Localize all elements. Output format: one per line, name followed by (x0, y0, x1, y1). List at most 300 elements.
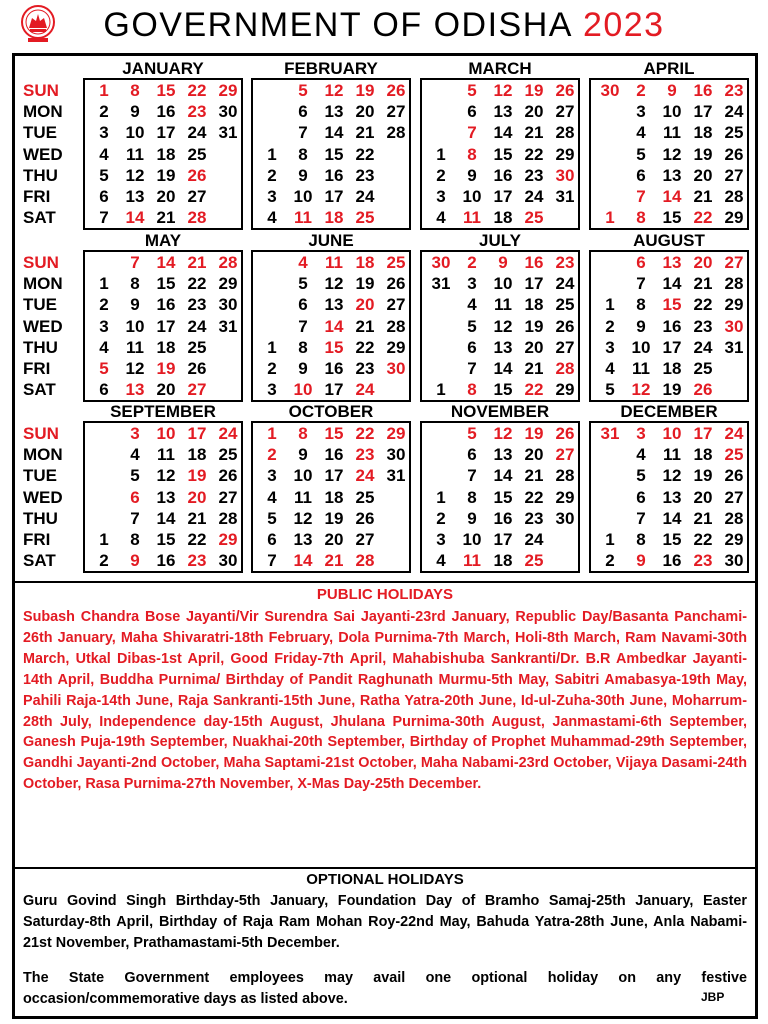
date-cell: 13 (493, 102, 513, 122)
date-cell: 1 (436, 380, 446, 400)
date-cell: 15 (156, 81, 176, 100)
title-text: GOVERNMENT OF ODISHA (103, 6, 573, 44)
date-cell: 26 (555, 424, 575, 443)
date-cell: 11 (632, 359, 650, 378)
date-cell: 4 (436, 551, 446, 571)
date-cell: 13 (293, 530, 313, 549)
date-cell: 12 (293, 508, 313, 528)
date-cell: 18 (324, 487, 344, 507)
date-cell: 9 (636, 316, 646, 336)
date-cell: 6 (467, 337, 477, 357)
date-cell: 16 (324, 165, 344, 185)
date-cell: 31 (600, 424, 620, 443)
date-cell: 28 (187, 208, 207, 228)
date-cell: 27 (386, 295, 406, 315)
date-cell: 23 (693, 316, 713, 336)
date-cell: 13 (324, 102, 344, 122)
optional-holidays-text: Guru Govind Singh Birthday-5th January, Foundation Day of Bramho Samaj-25th January, Easter Saturday-8th April, Birthday of Raja Ram Mohan Roy-22nd May, Bahuda Yatra-28th June, Anla Nabami-21st November, Prathamastami-5th December. (23, 893, 747, 951)
date-cell: 18 (156, 144, 176, 164)
date-cell: 25 (693, 359, 713, 378)
date-cell: 23 (555, 253, 575, 272)
date-cell: 5 (467, 424, 477, 443)
date-cell: 19 (156, 359, 176, 378)
date-cell: 17 (156, 316, 176, 336)
date-cell: 24 (355, 380, 375, 400)
date-cell: 3 (636, 102, 646, 122)
date-cell: 15 (662, 530, 682, 549)
date-cell: 19 (324, 508, 344, 528)
date-cell: 27 (724, 165, 744, 185)
date-cell: 12 (493, 81, 513, 100)
date-cell: 6 (99, 187, 109, 206)
date-cell: 3 (267, 380, 277, 400)
date-cell: 17 (693, 102, 713, 122)
divider (15, 867, 755, 869)
date-cell: 2 (467, 253, 477, 272)
date-cell: 2 (267, 445, 277, 465)
date-cell: 9 (498, 253, 508, 272)
date-cell: 21 (693, 187, 713, 206)
date-cell: 28 (386, 316, 406, 336)
date-cell: 10 (125, 316, 145, 336)
date-cell: 5 (636, 466, 646, 486)
date-cell: 11 (294, 208, 312, 228)
date-cell: 25 (355, 208, 375, 228)
date-cell: 24 (355, 466, 375, 486)
date-cell: 10 (662, 424, 682, 443)
date-cell: 25 (187, 144, 207, 164)
date-cell: 19 (187, 466, 207, 486)
date-cell: 10 (493, 274, 513, 294)
date-cell: 18 (187, 445, 207, 465)
date-cell: 31 (431, 274, 451, 294)
date-cell: 28 (555, 359, 575, 378)
public-holidays-title: PUBLIC HOLIDAYS (316, 586, 454, 603)
date-cell: 12 (493, 424, 513, 443)
date-cell: 11 (494, 295, 512, 315)
calendar-frame (12, 53, 758, 1019)
weekday-label-thu: THU (23, 337, 58, 357)
date-cell: 23 (187, 551, 207, 571)
date-cell: 30 (218, 295, 238, 315)
date-cell: 3 (130, 424, 140, 443)
date-cell: 5 (130, 466, 140, 486)
date-cell: 4 (99, 337, 109, 357)
date-cell: 17 (693, 424, 713, 443)
date-cell: 21 (693, 508, 713, 528)
weekday-label-mon: MON (23, 274, 63, 294)
divider (15, 581, 755, 583)
date-cell: 16 (156, 295, 176, 315)
date-cell: 13 (125, 187, 145, 206)
date-cell: 14 (493, 123, 513, 143)
date-cell: 29 (218, 274, 238, 294)
month-title-october: OCTOBER (288, 402, 374, 421)
date-cell: 23 (524, 165, 544, 185)
date-cell: 20 (693, 253, 713, 272)
date-cell: 14 (662, 187, 682, 206)
date-cell: 27 (187, 187, 207, 206)
date-cell: 26 (555, 81, 575, 100)
date-cell: 20 (156, 380, 176, 400)
date-cell: 27 (555, 102, 575, 122)
date-cell: 13 (493, 445, 513, 465)
date-cell: 5 (467, 81, 477, 100)
date-cell: 19 (355, 81, 375, 100)
date-cell: 30 (386, 445, 406, 465)
date-cell: 19 (662, 380, 682, 400)
date-cell: 15 (156, 274, 176, 294)
date-cell: 19 (693, 144, 713, 164)
date-cell: 26 (355, 508, 375, 528)
date-cell: 11 (663, 123, 681, 143)
date-cell: 2 (605, 316, 615, 336)
date-cell: 22 (693, 208, 713, 228)
date-cell: 10 (156, 424, 176, 443)
date-cell: 8 (298, 144, 308, 164)
date-cell: 25 (386, 253, 406, 272)
header (0, 0, 768, 50)
date-cell: 8 (636, 295, 646, 315)
date-cell: 8 (467, 380, 477, 400)
date-cell: 6 (99, 380, 109, 400)
date-cell: 3 (605, 337, 615, 357)
date-cell: 15 (324, 337, 344, 357)
date-cell: 8 (130, 274, 140, 294)
date-cell: 19 (524, 81, 544, 100)
date-cell: 3 (436, 530, 446, 549)
weekday-label-mon: MON (23, 102, 63, 122)
date-cell: 26 (187, 165, 207, 185)
date-cell: 7 (467, 359, 477, 378)
date-cell: 1 (267, 144, 277, 164)
month-title-september: SEPTEMBER (110, 402, 216, 421)
date-cell: 28 (724, 508, 744, 528)
date-cell: 26 (218, 466, 238, 486)
date-cell: 29 (724, 208, 744, 228)
date-cell: 8 (467, 144, 477, 164)
date-cell: 16 (324, 359, 344, 378)
optional-holiday-note: The State Government employees may avail one optional holiday on any festive occasion/commemorative days as listed above. (23, 970, 747, 1007)
weekday-label-fri: FRI (23, 359, 51, 378)
date-cell: 27 (555, 445, 575, 465)
date-cell: 22 (355, 144, 375, 164)
date-cell: 5 (267, 508, 277, 528)
weekday-label-wed: WED (23, 316, 63, 336)
date-cell: 1 (605, 530, 615, 549)
date-cell: 4 (467, 295, 477, 315)
month-title-june: JUNE (308, 231, 354, 250)
date-cell: 13 (156, 487, 176, 507)
date-cell: 28 (386, 123, 406, 143)
weekday-label-fri: FRI (23, 530, 51, 549)
date-cell: 2 (267, 165, 277, 185)
date-cell: 11 (294, 487, 312, 507)
date-cell: 20 (693, 165, 713, 185)
date-cell: 27 (187, 380, 207, 400)
date-cell: 12 (125, 359, 145, 378)
weekday-label-thu: THU (23, 508, 58, 528)
weekday-label-wed: WED (23, 487, 63, 507)
date-cell: 19 (156, 165, 176, 185)
date-cell: 22 (524, 380, 544, 400)
date-cell: 24 (724, 424, 744, 443)
calendar-grid (15, 56, 755, 581)
date-cell: 14 (493, 359, 513, 378)
date-cell: 10 (462, 187, 482, 206)
date-cell: 25 (218, 445, 238, 465)
date-cell: 25 (724, 445, 744, 465)
date-cell: 17 (324, 187, 344, 206)
date-cell: 19 (524, 424, 544, 443)
date-cell: 29 (555, 487, 575, 507)
date-cell: 28 (355, 551, 375, 571)
date-cell: 3 (267, 187, 277, 206)
date-cell: 2 (99, 102, 109, 122)
date-cell: 19 (693, 466, 713, 486)
date-cell: 23 (524, 508, 544, 528)
date-cell: 1 (605, 208, 615, 228)
date-cell: 30 (724, 316, 744, 336)
date-cell: 28 (724, 274, 744, 294)
date-cell: 20 (187, 487, 207, 507)
date-cell: 12 (324, 81, 344, 100)
date-cell: 4 (605, 359, 615, 378)
date-cell: 9 (636, 551, 646, 571)
date-cell: 27 (355, 530, 375, 549)
date-cell: 1 (99, 274, 109, 294)
date-cell: 22 (524, 144, 544, 164)
date-cell: 22 (355, 337, 375, 357)
date-cell: 15 (662, 295, 682, 315)
date-cell: 10 (462, 530, 482, 549)
date-cell: 14 (662, 274, 682, 294)
date-cell: 17 (524, 274, 544, 294)
date-cell: 1 (436, 144, 446, 164)
date-cell: 20 (355, 295, 375, 315)
date-cell: 24 (524, 187, 544, 206)
date-cell: 29 (218, 530, 238, 549)
date-cell: 21 (355, 316, 375, 336)
month-title-may: MAY (144, 231, 182, 250)
weekday-label-fri: FRI (23, 187, 51, 206)
date-cell: 28 (218, 508, 238, 528)
date-cell: 4 (298, 253, 308, 272)
date-cell: 27 (386, 102, 406, 122)
date-cell: 1 (605, 295, 615, 315)
date-cell: 20 (524, 337, 544, 357)
date-cell: 7 (467, 466, 477, 486)
date-cell: 21 (187, 253, 207, 272)
date-cell: 11 (463, 208, 481, 228)
date-cell: 15 (662, 208, 682, 228)
date-cell: 21 (524, 123, 544, 143)
date-cell: 2 (436, 508, 446, 528)
date-cell: 21 (324, 551, 344, 571)
date-cell: 29 (386, 424, 406, 443)
date-cell: 7 (99, 208, 109, 228)
date-cell: 18 (324, 208, 344, 228)
date-cell: 14 (662, 508, 682, 528)
date-cell: 28 (555, 466, 575, 486)
date-cell: 8 (636, 530, 646, 549)
date-cell: 24 (218, 424, 238, 443)
date-cell: 2 (267, 359, 277, 378)
date-cell: 13 (493, 337, 513, 357)
date-cell: 30 (431, 253, 451, 272)
date-cell: 8 (467, 487, 477, 507)
month-title-july: JULY (479, 231, 521, 250)
date-cell: 6 (467, 102, 477, 122)
date-cell: 5 (99, 359, 109, 378)
date-cell: 3 (436, 187, 446, 206)
date-cell: 14 (125, 208, 145, 228)
date-cell: 1 (267, 337, 277, 357)
date-cell: 25 (555, 295, 575, 315)
date-cell: 31 (218, 316, 238, 336)
date-cell: 24 (187, 316, 207, 336)
date-cell: 18 (493, 208, 513, 228)
date-cell: 14 (493, 466, 513, 486)
date-cell: 9 (298, 165, 308, 185)
date-cell: 5 (298, 274, 308, 294)
date-cell: 21 (524, 466, 544, 486)
date-cell: 4 (99, 144, 109, 164)
date-cell: 30 (218, 102, 238, 122)
date-cell: 14 (324, 123, 344, 143)
date-cell: 27 (724, 487, 744, 507)
date-cell: 10 (293, 380, 313, 400)
date-cell: 29 (555, 144, 575, 164)
date-cell: 3 (467, 274, 477, 294)
date-cell: 1 (99, 530, 109, 549)
date-cell: 16 (324, 445, 344, 465)
date-cell: 24 (524, 530, 544, 549)
date-cell: 9 (467, 165, 477, 185)
date-cell: 10 (293, 466, 313, 486)
date-cell: 17 (324, 380, 344, 400)
date-cell: 19 (524, 316, 544, 336)
date-cell: 5 (605, 380, 615, 400)
date-cell: 5 (298, 81, 308, 100)
date-cell: 6 (267, 530, 277, 549)
date-cell: 13 (662, 165, 682, 185)
date-cell: 12 (493, 316, 513, 336)
date-cell: 12 (125, 165, 145, 185)
date-cell: 16 (693, 81, 713, 100)
month-title-august: AUGUST (633, 231, 705, 250)
date-cell: 23 (724, 81, 744, 100)
date-cell: 31 (724, 337, 744, 357)
weekday-label-thu: THU (23, 165, 58, 185)
date-cell: 18 (355, 253, 375, 272)
date-cell: 31 (218, 123, 238, 143)
date-cell: 9 (298, 359, 308, 378)
date-cell: 23 (355, 359, 375, 378)
date-cell: 13 (662, 253, 682, 272)
date-cell: 28 (724, 187, 744, 206)
month-title-december: DECEMBER (620, 402, 718, 421)
date-cell: 11 (463, 551, 481, 571)
date-cell: 3 (99, 316, 109, 336)
date-cell: 6 (467, 445, 477, 465)
date-cell: 15 (493, 380, 513, 400)
date-cell: 26 (693, 380, 713, 400)
date-cell: 22 (187, 81, 207, 100)
date-cell: 9 (130, 551, 140, 571)
date-cell: 23 (187, 295, 207, 315)
date-cell: 22 (524, 487, 544, 507)
date-cell: 31 (386, 466, 406, 486)
date-cell: 18 (662, 359, 682, 378)
date-cell: 11 (325, 253, 343, 272)
date-cell: 25 (355, 487, 375, 507)
date-cell: 4 (636, 445, 646, 465)
date-cell: 29 (218, 81, 238, 100)
date-cell: 23 (355, 165, 375, 185)
date-cell: 4 (436, 208, 446, 228)
date-cell: 9 (130, 295, 140, 315)
date-cell: 5 (99, 165, 109, 185)
date-cell: 16 (156, 102, 176, 122)
date-cell: 13 (662, 487, 682, 507)
date-cell: 23 (693, 551, 713, 571)
date-cell: 16 (662, 551, 682, 571)
date-cell: 28 (218, 253, 238, 272)
date-cell: 10 (293, 187, 313, 206)
date-cell: 24 (355, 187, 375, 206)
date-cell: 4 (636, 123, 646, 143)
date-cell: 22 (187, 530, 207, 549)
date-cell: 8 (130, 530, 140, 549)
month-title-november: NOVEMBER (450, 402, 550, 421)
date-cell: 4 (267, 487, 277, 507)
date-cell: 30 (555, 508, 575, 528)
date-cell: 29 (724, 295, 744, 315)
date-cell: 21 (187, 508, 207, 528)
page-title (0, 6, 768, 45)
date-cell: 12 (662, 144, 682, 164)
signature: JBP (701, 990, 725, 1004)
month-title-january: JANUARY (122, 59, 204, 78)
date-cell: 17 (324, 466, 344, 486)
date-cell: 8 (636, 208, 646, 228)
date-cell: 6 (636, 253, 646, 272)
date-cell: 16 (493, 165, 513, 185)
public-holidays-text: Subash Chandra Bose Jayanti/Vir Surendra Sai Jayanti-23rd January, Republic Day/Basanta Panchami-26th January, Maha Shivaratri-18th February, Dola Purnima-7th March, Holi-8th March, Ram Navami-30th March, Utkal Dibas-1st April, Good Friday-7th April, Mahabishuba Sankranti/Dr. B.R Ambedkar Jayanti-14th April, Buddha Purnima/ Birthday of Pandit Raghunath Murmu-5th May, Sabitri Amabasya-19th May, Pahili Raja-14th June, Raja Sankranti-15th June, Ratha Yatra-20th June, Id-ul-Zuha-30th June, Moharrum-28th July, Independence day-15th August, Jhulana Purnima-30th August, Janmastami-6th September, Ganesh Puja-19th September, Nuakhai-20th September, Birthday of Prophet Muhammad-29th September, Gandhi Jayanti-2nd October, Maha Saptami-21st October, Maha Nabami-23rd October, Vijaya Dasami-24th October, Rasa Purnima-27th November, X-Mas Day-25th December. (23, 609, 747, 793)
date-cell: 17 (156, 123, 176, 143)
date-cell: 12 (156, 466, 176, 486)
date-cell: 7 (636, 274, 646, 294)
date-cell: 14 (156, 253, 176, 272)
date-cell: 7 (298, 316, 308, 336)
date-cell: 7 (636, 508, 646, 528)
date-cell: 30 (386, 359, 406, 378)
date-cell: 26 (187, 359, 207, 378)
date-cell: 18 (524, 295, 544, 315)
date-cell: 2 (99, 551, 109, 571)
date-cell: 20 (324, 530, 344, 549)
date-cell: 15 (324, 144, 344, 164)
date-cell: 1 (99, 81, 109, 100)
month-title-march: MARCH (468, 59, 532, 78)
date-cell: 30 (724, 551, 744, 571)
date-cell: 29 (724, 530, 744, 549)
date-cell: 26 (386, 274, 406, 294)
weekday-label-sun: SUN (23, 424, 59, 443)
date-cell: 29 (555, 380, 575, 400)
weekday-label-mon: MON (23, 445, 63, 465)
